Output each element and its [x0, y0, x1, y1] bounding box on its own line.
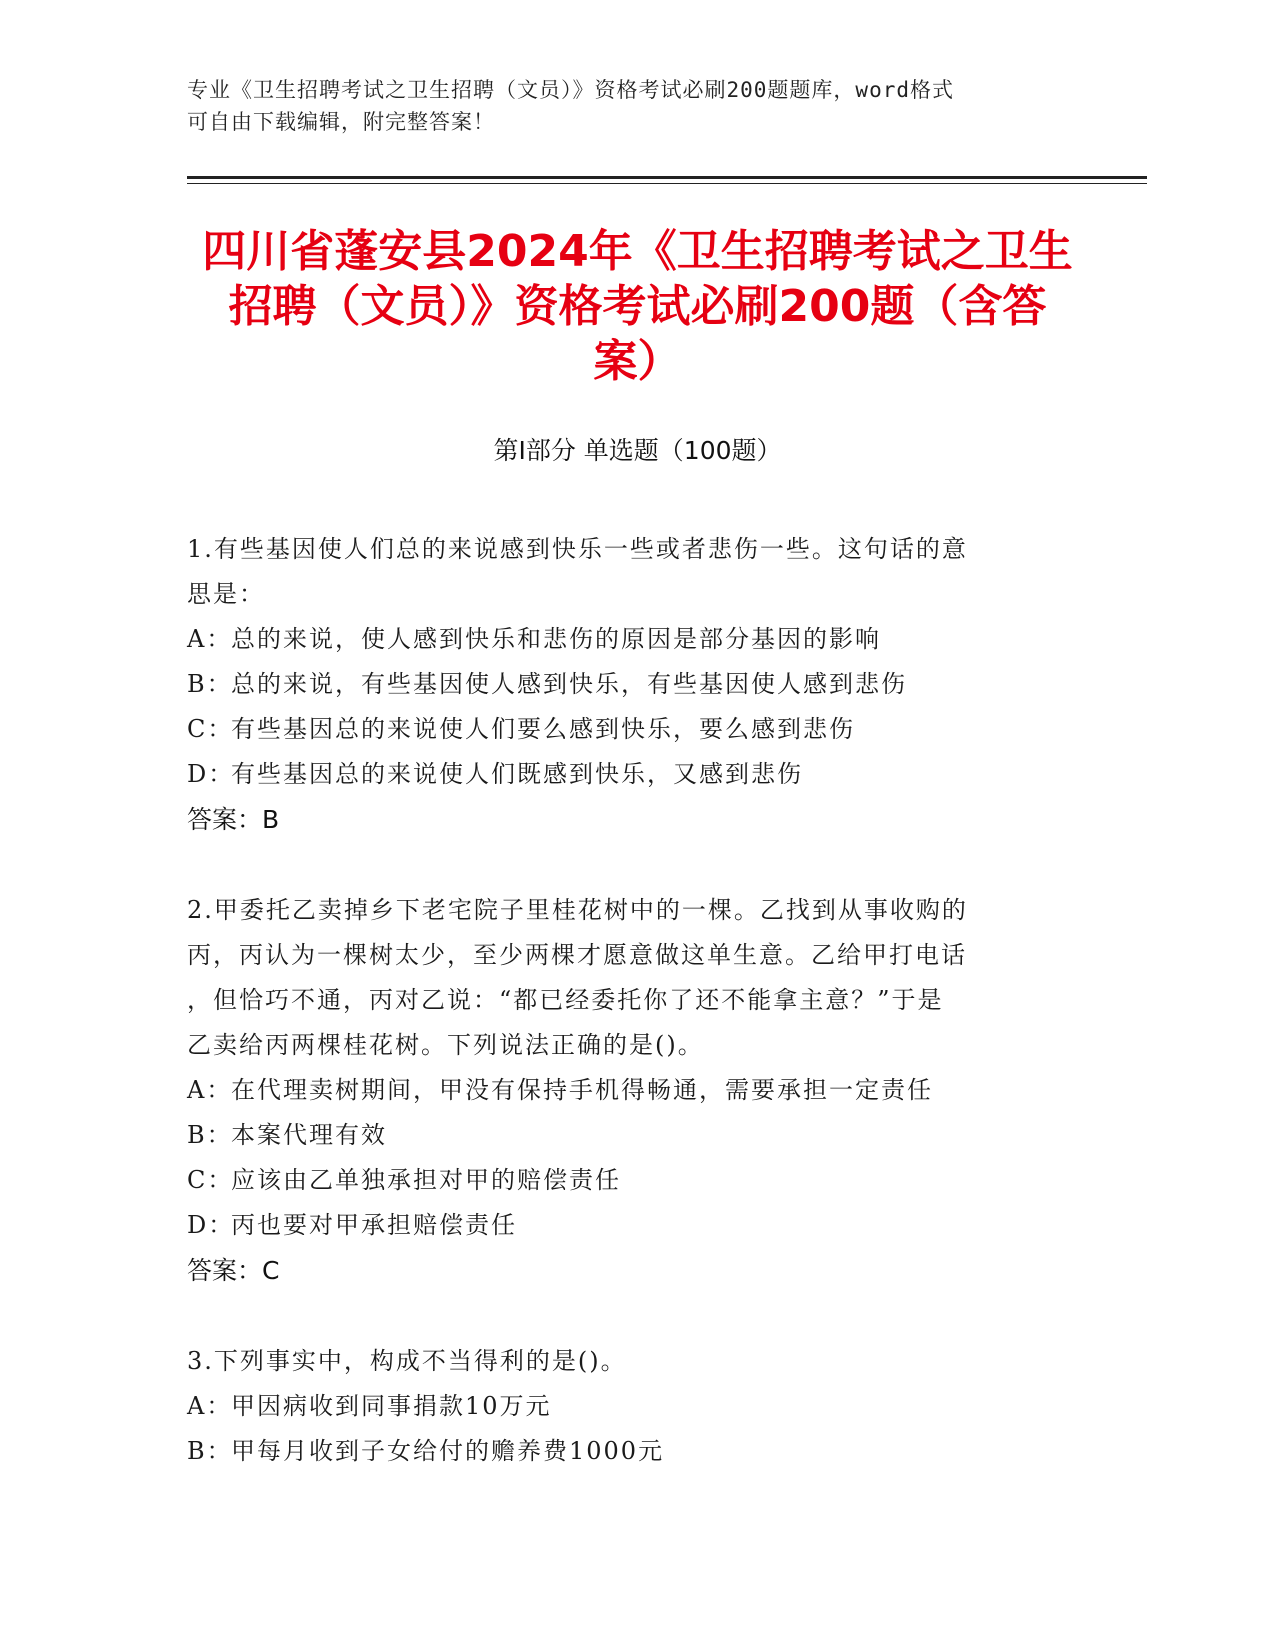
question-stem-line: 思是： — [187, 580, 265, 608]
option-b — [187, 662, 1057, 707]
question-stem-line: 乙卖给丙两棵桂花树。下列说法正确的是()。 — [187, 1031, 704, 1059]
document-title-line-2: 招聘（文员）》资格考试必刷200题（含答 — [228, 281, 1047, 332]
option-text: 丙也要对甲承担赔偿责任 — [231, 1211, 517, 1239]
option-a — [187, 1384, 1057, 1429]
option-key: A： — [187, 1392, 233, 1420]
option-c — [187, 1158, 1057, 1203]
question-2 — [187, 888, 1057, 1293]
option-d — [187, 752, 1057, 797]
question-3 — [187, 1339, 1057, 1474]
option-c — [187, 707, 1057, 752]
option-key: B： — [187, 670, 233, 698]
question-stem-line: 3.下列事实中，构成不当得利的是()。 — [187, 1347, 627, 1375]
option-text: 甲每月收到子女给付的赡养费1000元 — [231, 1437, 665, 1465]
document-title-line-1: 四川省蓬安县2024年《卫生招聘考试之卫生 — [202, 226, 1073, 277]
option-text: 有些基因总的来说使人们既感到快乐，又感到悲伤 — [231, 760, 803, 788]
header-divider-thick — [187, 176, 1147, 179]
answer-label: 答案：C — [187, 1256, 280, 1285]
option-key: B： — [187, 1437, 233, 1465]
option-text: 本案代理有效 — [231, 1121, 387, 1149]
option-a — [187, 617, 1057, 662]
document-title-line-3: 案） — [593, 336, 682, 387]
header-note — [187, 74, 1087, 138]
document-title — [150, 224, 1125, 389]
question-stem-line: 2.甲委托乙卖掉乡下老宅院子里桂花树中的一棵。乙找到从事收购的 — [187, 896, 968, 924]
option-key: A： — [187, 625, 233, 653]
question-1 — [187, 527, 1057, 842]
header-divider-thin — [187, 183, 1147, 184]
option-text: 在代理卖树期间，甲没有保持手机得畅通，需要承担一定责任 — [231, 1076, 933, 1104]
option-key: C： — [187, 715, 234, 743]
option-key: B： — [187, 1121, 233, 1149]
question-list — [187, 527, 1057, 1520]
question-stem-line: 丙，丙认为一棵树太少，至少两棵才愿意做这单生意。乙给甲打电话 — [187, 941, 967, 969]
option-text: 总的来说，使人感到快乐和悲伤的原因是部分基因的影响 — [231, 625, 881, 653]
answer-label: 答案：B — [187, 805, 280, 834]
section-title: 第Ⅰ部分 单选题（100题） — [493, 436, 782, 465]
header-note-line-1: 专业《卫生招聘考试之卫生招聘（文员）》资格考试必刷200题题库，word格式 — [187, 78, 954, 102]
option-text: 甲因病收到同事捐款10万元 — [231, 1392, 552, 1420]
option-text: 总的来说，有些基因使人感到快乐，有些基因使人感到悲伤 — [231, 670, 907, 698]
question-stem-line: ，但恰巧不通，丙对乙说：“都已经委托你了还不能拿主意？”于是 — [187, 986, 944, 1014]
option-key: A： — [187, 1076, 233, 1104]
question-stem-line: 1.有些基因使人们总的来说感到快乐一些或者悲伤一些。这句话的意 — [187, 535, 968, 563]
header-note-line-2: 可自由下载编辑，附完整答案！ — [187, 110, 495, 134]
option-a — [187, 1068, 1057, 1113]
option-b — [187, 1113, 1057, 1158]
option-b — [187, 1429, 1057, 1474]
option-key: D： — [187, 1211, 235, 1239]
option-text: 有些基因总的来说使人们要么感到快乐，要么感到悲伤 — [231, 715, 855, 743]
option-key: C： — [187, 1166, 234, 1194]
option-key: D： — [187, 760, 235, 788]
option-d — [187, 1203, 1057, 1248]
option-text: 应该由乙单独承担对甲的赔偿责任 — [231, 1166, 621, 1194]
